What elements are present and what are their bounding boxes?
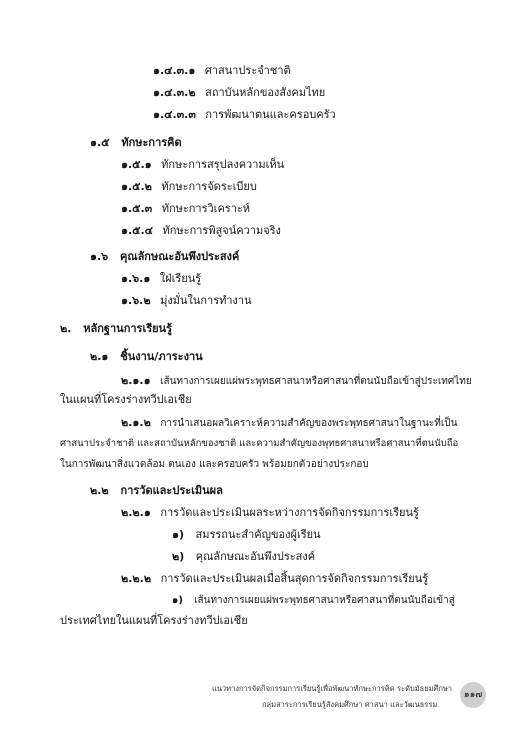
paragraph-line: [60, 614, 248, 628]
list-item: [172, 550, 315, 564]
list-item: [172, 528, 321, 542]
item-number: ๑.๔.๓.๓: [153, 108, 196, 121]
item-number: ๒.๒: [90, 484, 109, 497]
item-number: ๑.๕.๒: [121, 180, 152, 193]
section-heading: [90, 484, 223, 498]
item-number: ๑.๕.๔: [121, 224, 153, 237]
paragraph-line: [60, 393, 192, 407]
list-item: [121, 506, 419, 520]
item-text: การวัดและประเมินผลเมื่อสิ้นสุดการจัดกิจกรรมการเรียนรู้: [160, 572, 429, 585]
list-item: [121, 272, 201, 286]
item-text: ทักษะการคิด: [121, 136, 182, 149]
item-text: ทักษะการจัดระเบียบ: [161, 180, 257, 193]
item-number: ๑.๕.๑: [121, 158, 152, 171]
item-number: ๑): [172, 528, 185, 541]
item-text: ใฝ่เรียนรู้: [159, 272, 202, 285]
footer-subtitle: กลุ่มสาระการเรียนรู้สังคมศึกษา ศาสนา และวัฒนธรรม: [262, 700, 438, 709]
item-number: ๑.๕.๓: [121, 202, 153, 215]
paragraph-line: [172, 594, 455, 608]
item-text: สถาบันหลักของสังคมไทย: [205, 86, 326, 99]
item-number: ๒.๑.๒: [121, 416, 151, 429]
item-text: เส้นทางการเผยแผ่พระพุทธศาสนาหรือศาสนาที่ตนนับถือเข้าสู่: [194, 595, 455, 606]
item-number: ๑.๖.๒: [121, 294, 151, 307]
item-number: ๑.๔.๓.๒: [153, 86, 196, 99]
footer-title: แนวทางการจัดกิจกรรมการเรียนรู้เพื่อพัฒนาทักษะการคิด ระดับมัธยมศึกษา: [212, 684, 453, 693]
item-text: การพัฒนาตนและครอบครัว: [205, 108, 336, 121]
item-number: ๒.๒.๑: [121, 506, 151, 519]
item-text: หลักฐานการเรียนรู้: [83, 322, 172, 335]
item-text: การนำเสนอผลวิเคราะห์ความสำคัญของพระพุทธศาสนาในฐานะที่เป็น: [160, 418, 458, 429]
paragraph-line: [60, 458, 369, 472]
item-number: ๑.๖: [90, 250, 109, 263]
item-number: ๑.๖.๑: [121, 272, 151, 285]
item-number: ๒.๑: [90, 350, 109, 363]
paragraph-line: [121, 374, 472, 389]
item-text: ศาสนาประจำชาติ: [204, 64, 291, 77]
item-number: ๒.๒.๒: [121, 572, 152, 585]
item-text: ในการพัฒนาสิ่งแวดล้อม ตนเอง และครอบครัว พร้อมยกตัวอย่างประกอบ: [60, 459, 369, 470]
list-item: [121, 224, 281, 238]
item-text: ศาสนาประจำชาติ และสถาบันหลักของชาติ และความสำคัญของพุทธศาสนาหรือศาสนาที่ตนนับถือ: [60, 438, 459, 449]
item-text: คุณลักษณะอันพึงประสงค์: [195, 550, 316, 563]
item-text: การวัดและประเมินผลระหว่างการจัดกิจกรรมการเรียนรู้: [160, 506, 419, 519]
list-item: [153, 108, 336, 122]
item-text: คุณลักษณะอันพึงประสงค์: [120, 250, 240, 263]
section-heading: [90, 350, 203, 364]
item-number: ๒): [172, 550, 185, 563]
paragraph-line: [60, 437, 458, 451]
item-text: เส้นทางการเผยแผ่พระพุทธศาสนาหรือศาสนาที่ตนนับถือเข้าสู่ประเทศไทย: [160, 376, 472, 387]
list-item: [121, 158, 284, 172]
list-item: [153, 86, 325, 100]
paragraph-line: [121, 416, 457, 431]
list-item: [121, 572, 428, 586]
list-item: [153, 64, 291, 78]
list-item: [121, 294, 252, 308]
item-number: ๑): [172, 595, 183, 606]
section-heading: [60, 322, 172, 336]
list-item: [121, 180, 257, 194]
item-number: ๑.๔.๓.๑: [153, 64, 196, 77]
item-number: ๑.๕: [90, 136, 110, 149]
item-number: ๒.๑.๑: [121, 374, 151, 387]
item-text: ทักษะการพิสูจน์ความจริง: [162, 224, 281, 237]
page-number-badge: ๑๑๗: [460, 682, 486, 708]
item-text: ประเทศไทยในแผนที่โครงร่างทวีปเอเชีย: [60, 614, 248, 627]
item-text: สมรรถนะสำคัญของผู้เรียน: [195, 528, 321, 541]
list-item: [121, 202, 250, 216]
item-text: ชิ้นงาน/ภาระงาน: [120, 350, 203, 363]
section-heading: [90, 136, 182, 150]
item-text: ในแผนที่โครงร่างทวีปเอเชีย: [60, 393, 192, 406]
section-heading: [90, 250, 239, 264]
item-text: ทักษะการสรุปลงความเห็น: [161, 158, 285, 171]
item-text: การวัดและประเมินผล: [120, 484, 223, 497]
item-text: มุ่งมั่นในการทำงาน: [160, 294, 252, 307]
item-text: ทักษะการวิเคราะห์: [161, 202, 251, 215]
item-number: ๒.: [60, 322, 72, 335]
